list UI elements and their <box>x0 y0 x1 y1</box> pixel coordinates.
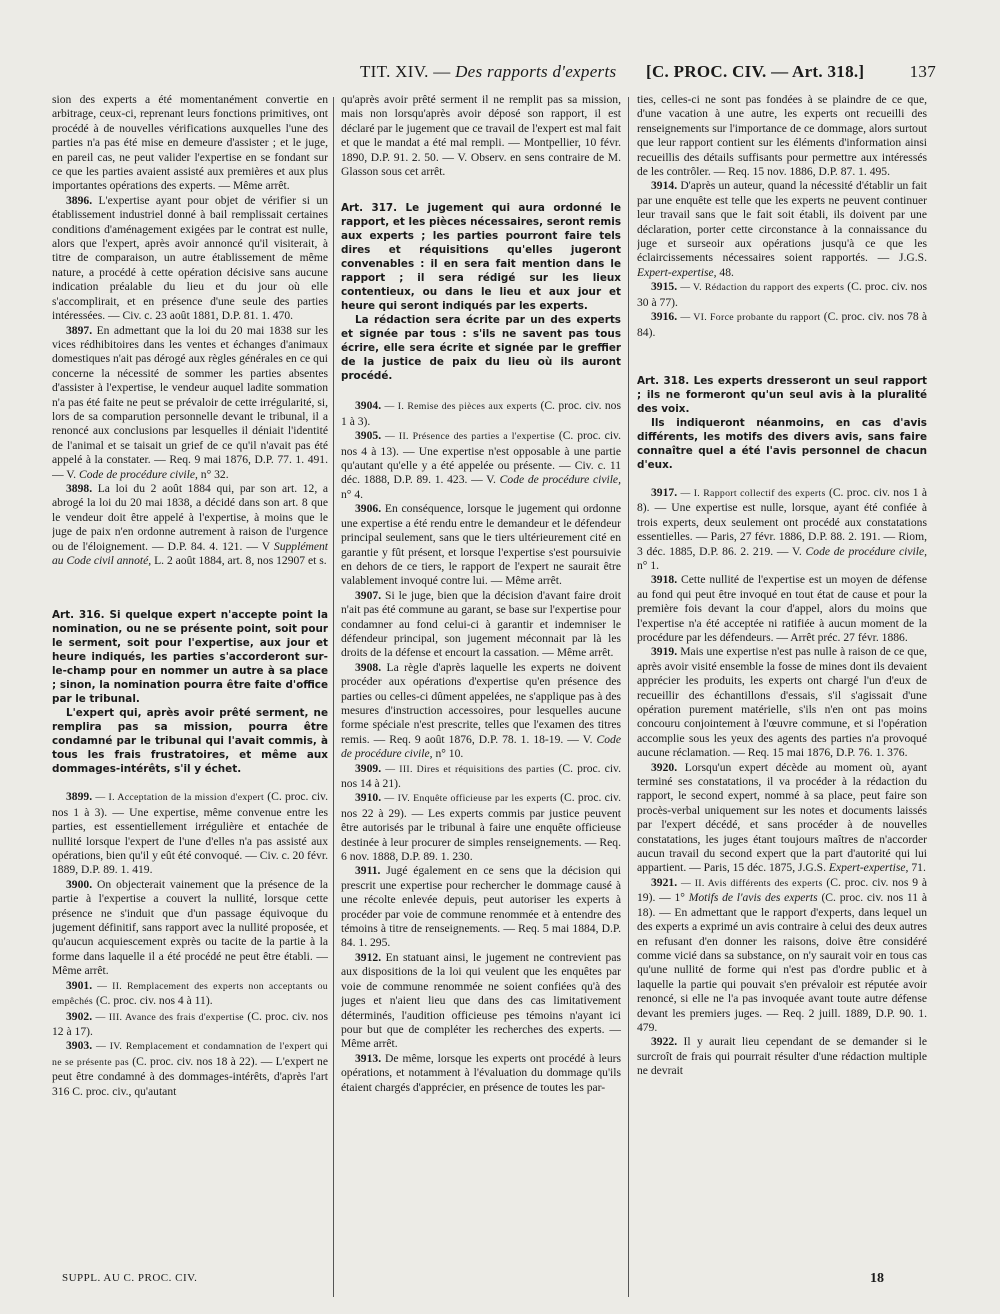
paragraph-3906: 3906. En conséquence, lorsque le jugement qui ordonne une expertise a été rendu entre le demandeur et le défendeur principal seulement, sans que le tiers ultérieurement cité en garantie y fût présent, et lorsque l'expertise s'est poursuivie en dehors de ce tiers, le rapport de l'expert ne saurait être valablement invoqué contre lui. — Même arrêt. <box>341 502 621 588</box>
paragraph-3921: 3921. — II. Avis différents des experts (C. proc. civ. nos 9 à 19). — 1° Motifs de l'avis des experts (C. proc. civ. nos 11 à 18). — En admettant que le rapport d'experts, dans lequel un des experts a exprimé un avis contraire à celui des deux autres en refusant d'en donner les raisons, doive être considéré comme vicié dans sa substance, on n'y saurait voir en tous cas qu'une nullité de forme qui n'est pas d'ordre public et à laquelle la partie qui pouvait s'en prévaloir est réputée avoir renoncé, si elle ne l'a pas invoquée avant toute autre défense devant les premiers juges. — Req. 2 juill. 1889, D.P. 90. 1. 479. <box>637 875 927 1034</box>
text-column-middle <box>341 93 621 1278</box>
paragraph-3907: 3907. Si le juge, bien que la décision d'avant faire droit n'ait pas été commune au garant, se base sur l'expertise pour condamner au fond celui-ci à garantir et indemniser le défendeur principal, son jugement méconnait par là les droits de la défense et encourt la cassation. — Même arrêt. <box>341 588 621 660</box>
code-reference: [C. PROC. CIV. — Art. 318.] <box>646 62 865 81</box>
paragraph-3899: 3899. — I. Acceptation de la mission d'expert (C. proc. civ. nos 1 à 3). — Une expertise, même convenue entre les parties, est essentiellement irrégulière et entachée de nullité lorsque l'expert de l'une d'elles n'a pas assisté aux opérations, bien qu'il y eût été convoqué. — Civ. c. 20 févr. 1889, D.P. 89. 1. 419. <box>52 790 328 877</box>
paragraph-3900: 3900. On objecterait vainement que la présence de la partie à l'expertise a couvert la nullité, lorsque cette présence ne s'induit que d'un passage équivoque du jugement définitif, sans rapport avec la nullité proposée, et qu'aucun acquiescement exprès ou tacite de la partie à la forme dans laquelle il a été procédé ne peut être établi. — Même arrêt. <box>52 877 328 978</box>
paragraph-3904: 3904. — I. Remise des pièces aux experts (C. proc. civ. nos 1 à 3). <box>341 399 621 428</box>
column-divider <box>628 97 629 1297</box>
article-316: Art. 316. Si quelque expert n'accepte point la nomination, ou ne se présente point, soit pour le serment, soit pour l'expertise, aux jour et heure indiqués, les parties s'accorderont sur-le-champ pour en nommer un autre à sa place ; sinon, la nomination pourra être faite d'office par le tribunal. L'expert qui, après avoir prêté serment, ne remplira pas sa mission, pourra être condamné par le tribunal qui l'avait commis, à tous les frais frustratoires, et même aux dommages-intérêts, s'il y échet. <box>52 609 328 776</box>
paragraph-3912: 3912. En statuant ainsi, le jugement ne contrevient pas aux dispositions de la loi qui veulent que les enquêtes par voie de commune renommée ne soient confiées qu'à des juges et n'aient lieu que dans des cas limitativement déterminés, l'audition officieuse pes témoins n'ayant ici pour but que de compléter les recherches des experts. — Même arrêt. <box>341 950 621 1051</box>
footer-sheet-number: 18 <box>870 1271 884 1286</box>
column-divider <box>333 97 334 1297</box>
paragraph-3913: 3913. De même, lorsque les experts ont procédé à leurs opérations, et notamment à l'évaluation du dommage qu'ils étaient chargés d'apprécier, en présence de toutes les par- <box>341 1051 621 1094</box>
title-heading: TIT. XIV. — Des rapports d'experts <box>360 62 617 81</box>
text-column-right <box>637 93 927 1278</box>
paragraph-3897: 3897. En admettant que la loi du 20 mai 1838 sur les vices rédhibitoires dans les ventes et échanges d'animaux domestiques n'ait pas dérogé aux règles générales en ce qui concerne la nécessité de sommer les parties absentes d'assister à l'expertise, le vendeur auquel ladite sommation n'a pas été faite ne peut se prévaloir de cette irrégularité, si, lors de sa comparution personnelle devant le tribunal, il a renoncé aux conclusions par lesquelles il déniait l'identité de l'animal et se taisait un grief de ce qu'il n'avait pas été appelé à la constater. — Req. 9 mai 1876, D.P. 77. 1. 491. — V. Code de procédure civile, n° 32. <box>52 323 328 481</box>
paragraph-3916: 3916. — VI. Force probante du rapport (C. proc. civ. nos 78 à 84). <box>637 310 927 339</box>
text-column-left <box>52 93 328 1278</box>
paragraph: ties, celles-ci ne sont pas fondées à se plaindre de ce que, d'une vacation à une autre, les experts ont recueilli des renseignements sur l'importance de ce dommage, alors surtout que leur rapport contient sur les éléments d'information ainsi recueillis des détails suffisants pour permettre aux intéressés de les contrôler. — Req. 15 nov. 1886, D.P. 87. 1. 495. <box>637 93 927 179</box>
article-317: Art. 317. Le jugement qui aura ordonné le rapport, et les pièces nécessaires, seront remis aux experts ; les parties pourront faire tels dires et réquisitions qu'elles jugeront convenables : il en sera fait mention dans le rapport ; il sera rédigé sur les lieux contentieux, ou dans le lieu et aux jour et heure qui seront indiqués par les experts. La rédaction sera écrite par un des experts et signée par tous : s'ils ne savent pas tous écrire, elle sera écrite et signée par le greffier de la justice de paix du lieu où ils auront procédé. <box>341 202 621 383</box>
paragraph-3917: 3917. — I. Rapport collectif des experts (C. proc. civ. nos 1 à 8). — Une expertise est nulle, lorsque, ayant été confiée à trois experts, deux seulement ont procédé aux constatations essentielles. — Paris, 27 févr. 1886, D.P. 88. 2. 191. — Riom, 3 déc. 1885, D.P. 86. 2. 219. — V. Code de procédure civile, n° 1. <box>637 485 927 572</box>
article-318: Art. 318. Les experts dresseront un seul rapport ; ils ne formeront qu'un seul avis à la pluralité des voix. Ils indiqueront néanmoins, en cas d'avis différents, les motifs des divers avis, sans faire connaître quel a été l'avis personnel de chacun d'eux. <box>637 374 927 471</box>
paragraph-3896: 3896. L'expertise ayant pour objet de vérifier si un établissement industriel donné à bail remplissait certaines conditions d'aménagement exigées par le contrat est nulle, alors que l'expert, après avoir annoncé qu'il visiterait, à titre de comparaison, un autre établissement de même nature, a procédé à cette opération décisive sans aucune indication préalable du lieu et du jour où elle s'accomplirait, et en présence d'une seule des parties intéressées. — Civ. c. 23 août 1881, D.P. 81. 1. 470. <box>52 193 328 323</box>
paragraph-3911: 3911. Jugé également en ce sens que la décision qui prescrit une expertise pour rechercher le dommage causé à une récolte enlevée depuis, peut autoriser les experts à procéder par voie de commune renommée et à entendre des témoins à titre de renseignements. — Req. 5 mai 1884, D.P. 84. 1. 295. <box>341 864 621 950</box>
paragraph-3898: 3898. La loi du 2 août 1884 qui, par son art. 12, a abrogé la loi du 20 mai 1838, a décidé dans son art. 8 que le vendeur doit être appelé à l'expertise, à moins que le juge de paix n'en ordonne autrement à raison de l'urgence ou de l'éloignement. — D.P. 84. 4. 121. — V Supplément au Code civil annoté, L. 2 août 1884, art. 8, nos 12907 et s. <box>52 481 328 567</box>
paragraph: qu'après avoir prêté serment il ne remplit pas sa mission, mais non lorsqu'après avoir déposé son rapport, il est déclaré par le jugement que ce travail de l'expert est mal fait et que le mandat a été mal rempli. — Montpellier, 10 févr. 1890, D.P. 91. 2. 50. — V. Observ. en sens contraire de M. Glasson sous cet arrêt. <box>341 93 621 179</box>
paragraph-3915: 3915. — V. Rédaction du rapport des experts (C. proc. civ. nos 30 à 77). <box>637 280 927 309</box>
paragraph-3905: 3905. — II. Présence des parties a l'expertise (C. proc. civ. nos 4 à 13). — Une expertise n'est opposable à une partie qu'autant qu'elle y a été appelée ou présente. — Civ. c. 11 déc. 1888, D.P. 89. 1. 423. — V. Code de procédure civile, n° 4. <box>341 429 621 501</box>
paragraph-3914: 3914. D'après un auteur, quand la nécessité d'établir un fait par une enquête est telle que les experts ne peuvent continuer leur travail sans que le fait soit établi, ils doivent par une déclaration, porter cette circonstance à la connaissance du juge et surseoir aux opérations jusqu'à ce que les éclaircissements nécessaires soient rapportés. — J.G.S. Expert-expertise, 48. <box>637 179 927 279</box>
paragraph-3910: 3910. — IV. Enquête officieuse par les experts (C. proc. civ. nos 22 à 29). — Les experts commis par justice peuvent être autorisés par le tribunal à faire une enquête officieuse destinée à leur procurer de simples renseignements. — Req. 6 nov. 1888, D.P. 89. 1. 230. <box>341 791 621 864</box>
paragraph-3922: 3922. Il y aurait lieu cependant de se demander si le surcroît de frais qui pourrait résulter d'une rédaction multiple ne devrait <box>637 1035 927 1078</box>
paragraph-3901: 3901. — II. Remplacement des experts non acceptants ou empêchés (C. proc. civ. nos 4 à 11). <box>52 978 328 1008</box>
paragraph-3908: 3908. La règle d'après laquelle les experts ne doivent procéder aux opérations d'expertise qu'en présence des parties ou celles-ci dûment appelées, ne s'applique pas à des mesures d'instruction accessoires, pour lesquelles aucune forme spéciale n'est prescrite, telles que l'examen des titres remis. — Req. 9 août 1876, D.P. 78. 1. 18-19. — V. Code de procédure civile, n° 10. <box>341 660 621 761</box>
paragraph: sion des experts a été momentanément convertie en arbitrage, ceux-ci, reprenant leurs fonctions primitives, ont procédé à de nouvelles vérifications auxquelles l'une des parties n'a pas été mise en demeure d'assister ; et le juge, en pareil cas, ne peut valider l'expertise en se fondant sur ce que les parties avaient assisté aux premières et aux plus importantes opérations des experts. — Même arrêt. <box>52 93 328 193</box>
running-header <box>360 62 950 88</box>
paragraph-3909: 3909. — III. Dires et réquisitions des parties (C. proc. civ. nos 14 à 21). <box>341 761 621 790</box>
footer-signature-mark: SUPPL. AU C. PROC. CIV. <box>62 1272 198 1284</box>
page-number: 137 <box>909 62 936 81</box>
paragraph-3918: 3918. Cette nullité de l'expertise est un moyen de défense au fond qui peut être invoqué en tout état de cause et pour la première fois devant la cour d'appel, alors du moins que l'expertise n'a été acceptée ni ratifiée à aucun moment de la procédure par les défendeurs. — Arrêt préc. 27 févr. 1886. <box>637 573 927 644</box>
paragraph-3919: 3919. Mais une expertise n'est pas nulle à raison de ce que, après avoir visité ensemble la fosse de mines dont ils devaient apprécier les produits, les experts ont chargé l'un d'eux de recueillir des échantillons d'essais, s'il s'agissait d'une opération purement matérielle, s'ils n'en ont pas moins concouru conjointement à l'œuvre commune, et si l'opération accomplie sous les yeux des agents des parties n'a provoqué aucune réclamation. — Req. 15 mai 1876, D.P. 76. 1. 376. <box>637 645 927 760</box>
paragraph-3903: 3903. — IV. Remplacement et condamnation de l'expert qui ne se présente pas (C. proc. civ. nos 18 à 22). — L'expert ne peut être condamné à des dommages-intérêts, d'après l'art 316 C. proc. civ., qu'autant <box>52 1039 328 1098</box>
paragraph-3920: 3920. Lorsqu'un expert décède au moment où, ayant terminé ses constatations, il va procéder à la rédaction du rapport, le second expert, nommé à sa place, peut faire son procès-verbal uniquement sur les notes et documents laissés par l'expert décédé, et sans procéder à de nouvelles constatations, les juges étant toujours maîtres de n'accorder aucun travail du second expert que la part d'autorité qui lui appartient. — Paris, 15 déc. 1875, J.G.S. Expert-expertise, 71. <box>637 760 927 875</box>
paragraph-3902: 3902. — III. Avance des frais d'expertise (C. proc. civ. nos 12 à 17). <box>52 1009 328 1038</box>
